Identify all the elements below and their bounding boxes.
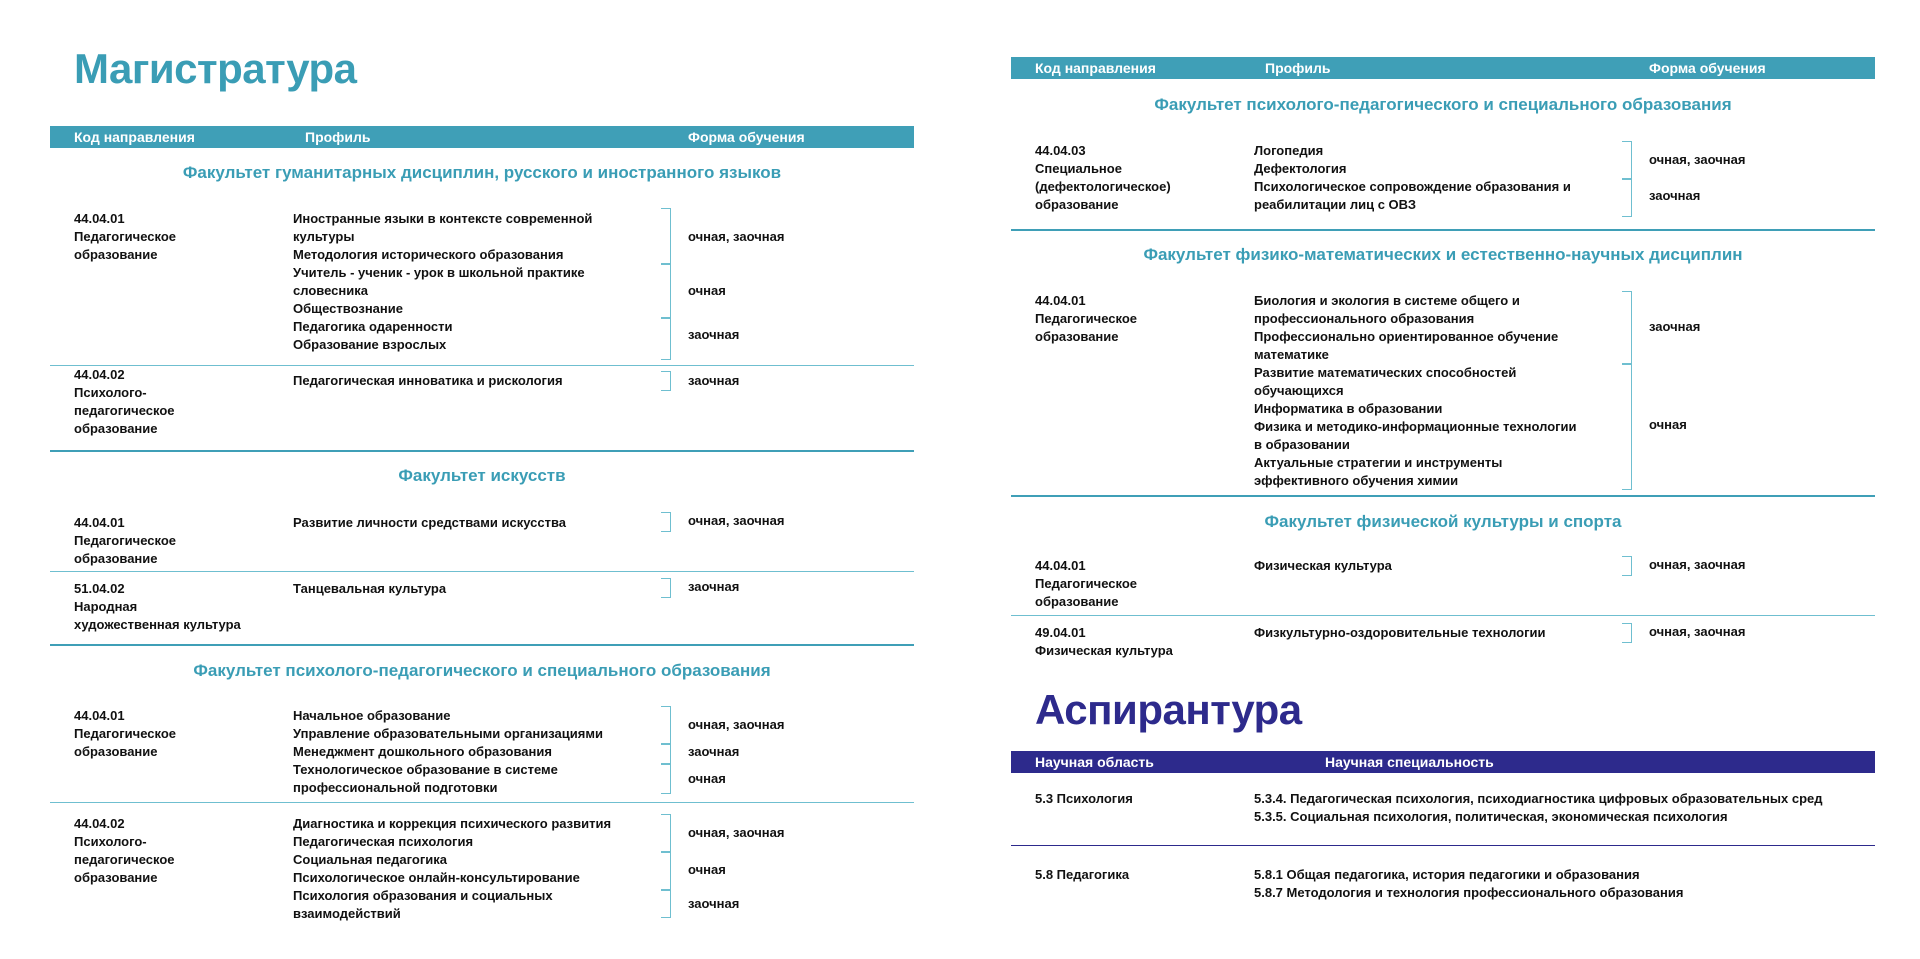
section-divider	[1011, 229, 1875, 231]
study-form: заочная	[688, 327, 740, 342]
study-form: заочная	[688, 896, 740, 911]
profile-list: Танцевальная культура	[293, 581, 447, 596]
direction-code: 44.04.02 Психолого- педагогическое образование	[74, 367, 175, 436]
bracket	[1622, 291, 1632, 364]
direction-code: 49.04.01 Физическая культура	[1035, 625, 1173, 658]
study-form: заочная	[688, 744, 740, 759]
section-divider	[50, 644, 914, 646]
bracket	[661, 264, 671, 318]
direction-code: 44.04.01 Педагогическое образование	[1035, 558, 1137, 609]
faculty-title: Факультет психолого-педагогического и специального образования	[193, 661, 771, 680]
study-form: заочная	[688, 373, 740, 388]
faculty-title: Факультет гуманитарных дисциплин, русского и иностранного языков	[182, 163, 782, 182]
table-header	[1011, 751, 1875, 773]
bracket	[661, 744, 671, 764]
header-code: Код направления	[74, 129, 195, 145]
header-profile: Профиль	[305, 129, 371, 145]
bracket	[661, 814, 671, 852]
profile-list: Иностранные языки в контексте современной культуры Методология исторического образования Учитель - ученик - урок в школьной практике словесника Обществознание Педагогика одаренности Образование взрослых	[293, 211, 593, 352]
direction-code: 44.04.01 Педагогическое образование	[74, 708, 176, 759]
row-divider	[1011, 845, 1875, 846]
table-header	[50, 126, 914, 148]
study-form: очная	[1649, 417, 1687, 432]
row-divider	[50, 802, 914, 803]
bracket	[661, 318, 671, 360]
row-divider	[1011, 615, 1875, 616]
page-title-magistratura: Магистратура	[74, 45, 357, 92]
specialty-list: 5.3.4. Педагогическая психология, психодиагностика цифровых образовательных сред 5.3.5. Социальная психология, политическая, экономическая психология	[1254, 791, 1823, 824]
bracket	[1622, 364, 1632, 490]
study-form: очная	[688, 771, 726, 786]
bracket	[1622, 556, 1632, 576]
header-specialty: Научная специальность	[1325, 754, 1494, 770]
specialty-list: 5.8.1 Общая педагогика, история педагогики и образования 5.8.7 Методология и технология профессионального образования	[1254, 867, 1684, 900]
bracket	[661, 578, 671, 598]
row-divider	[50, 571, 914, 572]
bracket	[1622, 179, 1632, 217]
faculty-title: Факультет психолого-педагогического и специального образования	[1154, 95, 1732, 114]
section-divider	[1011, 495, 1875, 497]
study-form: очная, заочная	[688, 229, 785, 244]
profile-list: Начальное образование Управление образовательными организациями Менеджмент дошкольного образования Технологическое образование в системе профессиональной подготовки	[293, 708, 603, 795]
study-form: заочная	[1649, 188, 1701, 203]
section-divider	[50, 450, 914, 452]
direction-code: 44.04.02 Психолого- педагогическое образование	[74, 816, 175, 885]
page-title-aspirantura: Аспирантура	[1035, 686, 1302, 733]
science-field: 5.3 Психология	[1035, 791, 1133, 806]
profile-list: Физкультурно-оздоровительные технологии	[1254, 625, 1546, 640]
bracket	[1622, 623, 1632, 643]
bracket	[661, 890, 671, 918]
bracket	[661, 208, 671, 264]
science-field: 5.8 Педагогика	[1035, 867, 1130, 882]
study-form: очная, заочная	[688, 717, 785, 732]
direction-code: 51.04.02 Народная художественная культура	[74, 581, 241, 632]
profile-list: Логопедия Дефектология Психологическое сопровождение образования и реабилитации лиц с ОВЗ	[1254, 143, 1571, 212]
study-form: очная, заочная	[688, 513, 785, 528]
bracket	[661, 764, 671, 794]
header-profile: Профиль	[1265, 60, 1331, 76]
profile-list: Развитие личности средствами искусства	[293, 515, 567, 530]
header-code: Код направления	[1035, 60, 1156, 76]
study-form: очная, заочная	[1649, 152, 1746, 167]
direction-code: 44.04.03 Специальное (дефектологическое) образование	[1035, 143, 1171, 212]
header-form: Форма обучения	[688, 129, 805, 145]
table-header	[1011, 57, 1875, 79]
study-form: очная, заочная	[1649, 624, 1746, 639]
direction-code: 44.04.01 Педагогическое образование	[74, 211, 176, 262]
bracket	[661, 706, 671, 744]
header-field: Научная область	[1035, 754, 1154, 770]
bracket	[661, 512, 671, 532]
faculty-title: Факультет физико-математических и естественно-научных дисциплин	[1143, 245, 1743, 264]
study-form: очная, заочная	[688, 825, 785, 840]
study-form: очная	[688, 283, 726, 298]
study-form: заочная	[688, 579, 740, 594]
study-form: очная, заочная	[1649, 557, 1746, 572]
profile-list: Физическая культура	[1254, 558, 1392, 573]
study-form: заочная	[1649, 319, 1701, 334]
profile-list: Диагностика и коррекция психического развития Педагогическая психология Социальная педагогика Психологическое онлайн-консультирование Психология образования и социальных взаимодействий	[293, 816, 612, 921]
bracket	[661, 371, 671, 391]
header-form: Форма обучения	[1649, 60, 1766, 76]
profile-list: Педагогическая инноватика и рискология	[293, 373, 563, 388]
faculty-title: Факультет физической культуры и спорта	[1264, 512, 1622, 531]
faculty-title: Факультет искусств	[398, 466, 566, 485]
direction-code: 44.04.01 Педагогическое образование	[1035, 293, 1137, 344]
profile-list: Биология и экология в системе общего и профессионального образования Профессионально ориентированное обучение математике Развитие математических способностей обучающихся Информатика в образовании Физика и методико-информационные технологии в образовании Актуальные стратегии и инструменты эффективного обучения химии	[1254, 293, 1577, 488]
bracket	[1622, 141, 1632, 179]
direction-code: 44.04.01 Педагогическое образование	[74, 515, 176, 566]
study-form: очная	[688, 862, 726, 877]
bracket	[661, 852, 671, 890]
